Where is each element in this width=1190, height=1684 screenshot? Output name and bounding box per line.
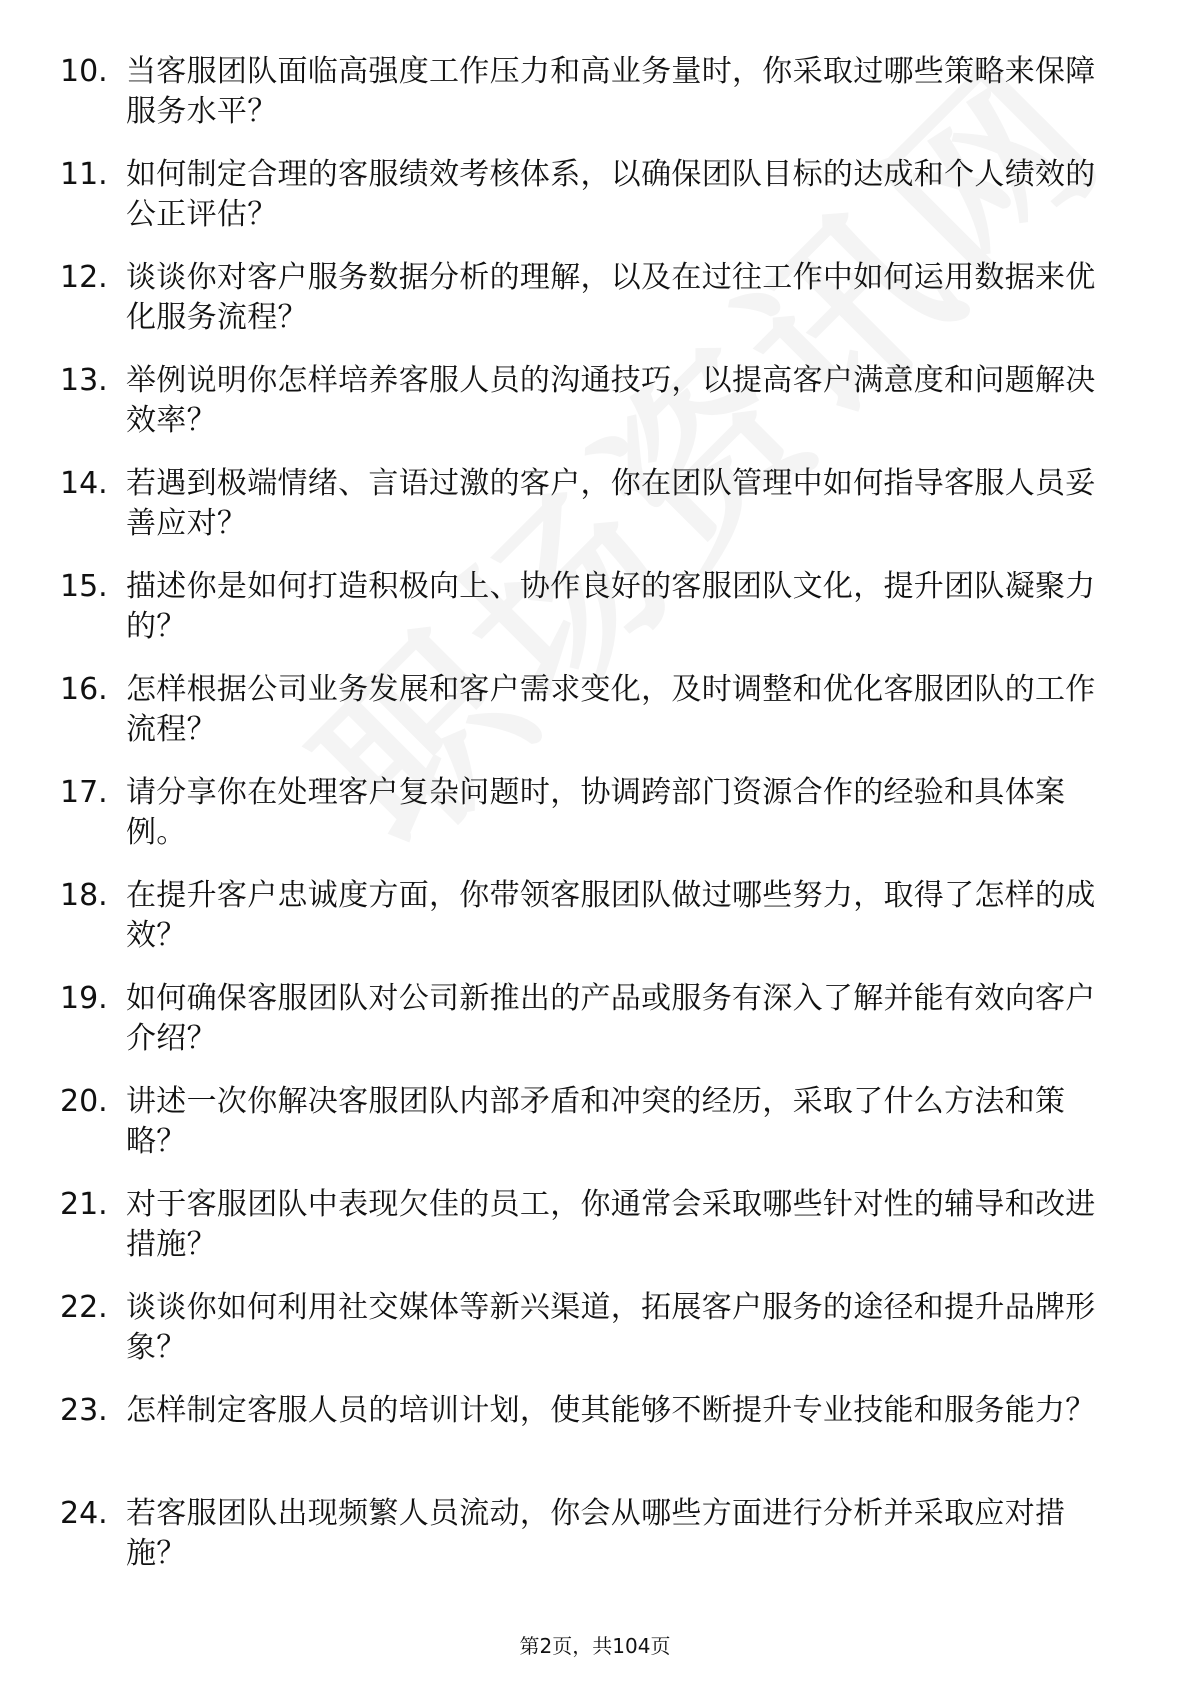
- list-item: [0, 155, 1190, 258]
- list-item: [0, 1185, 1190, 1288]
- question-text: 请分享你在处理客户复杂问题时，协调跨部门资源合作的经验和具体案例。: [126, 775, 1066, 850]
- question-text: 怎样制定客服人员的培训计划，使其能够不断提升专业技能和服务能力？: [126, 1393, 1096, 1428]
- question-text: 描述你是如何打造积极向上、协作良好的客服团队文化，提升团队凝聚力的？: [126, 569, 1096, 644]
- question-text: 如何确保客服团队对公司新推出的产品或服务有深入了解并能有效向客户介绍？: [126, 981, 1096, 1056]
- question-number: 24.: [60, 1496, 108, 1531]
- list-item: [0, 464, 1190, 567]
- question-number: 22.: [60, 1290, 108, 1325]
- question-number: 19.: [60, 981, 108, 1016]
- question-text: 举例说明你怎样培养客服人员的沟通技巧，以提高客户满意度和问题解决效率？: [126, 363, 1096, 438]
- question-number: 23.: [60, 1393, 108, 1428]
- list-item: [0, 361, 1190, 464]
- question-number: 10.: [60, 54, 108, 89]
- question-text: 如何制定合理的客服绩效考核体系，以确保团队目标的达成和个人绩效的公正评估？: [126, 157, 1096, 232]
- question-text: 在提升客户忠诚度方面，你带领客服团队做过哪些努力，取得了怎样的成效？: [126, 878, 1096, 953]
- question-number: 13.: [60, 363, 108, 398]
- question-text: 谈谈你对客户服务数据分析的理解，以及在过往工作中如何运用数据来优化服务流程？: [126, 260, 1096, 335]
- list-item: [0, 1391, 1190, 1494]
- question-list: [0, 52, 1190, 1597]
- list-item: [0, 773, 1190, 876]
- question-text: 讲述一次你解决客服团队内部矛盾和冲突的经历，采取了什么方法和策略？: [126, 1084, 1066, 1159]
- question-number: 20.: [60, 1084, 108, 1119]
- question-text: 谈谈你如何利用社交媒体等新兴渠道，拓展客户服务的途径和提升品牌形象？: [126, 1290, 1096, 1365]
- question-number: 16.: [60, 672, 108, 707]
- page-footer: 第2页，共104页: [519, 1634, 671, 1658]
- question-number: 17.: [60, 775, 108, 810]
- question-text: 当客服团队面临高强度工作压力和高业务量时，你采取过哪些策略来保障服务水平？: [126, 54, 1096, 129]
- question-number: 12.: [60, 260, 108, 295]
- list-item: [0, 1082, 1190, 1185]
- question-number: 14.: [60, 466, 108, 501]
- list-item: [0, 1288, 1190, 1391]
- question-number: 18.: [60, 878, 108, 913]
- list-item: [0, 258, 1190, 361]
- list-item: [0, 52, 1190, 155]
- list-item: [0, 567, 1190, 670]
- question-text: 若遇到极端情绪、言语过激的客户，你在团队管理中如何指导客服人员妥善应对？: [126, 466, 1096, 541]
- question-number: 21.: [60, 1187, 108, 1222]
- list-item: [0, 979, 1190, 1082]
- question-number: 15.: [60, 569, 108, 604]
- question-text: 对于客服团队中表现欠佳的员工，你通常会采取哪些针对性的辅导和改进措施？: [126, 1187, 1096, 1262]
- list-item: [0, 1494, 1190, 1597]
- question-text: 怎样根据公司业务发展和客户需求变化，及时调整和优化客服团队的工作流程？: [126, 672, 1096, 747]
- question-text: 若客服团队出现频繁人员流动，你会从哪些方面进行分析并采取应对措施？: [126, 1496, 1066, 1571]
- question-number: 11.: [60, 157, 108, 192]
- list-item: [0, 876, 1190, 979]
- list-item: [0, 670, 1190, 773]
